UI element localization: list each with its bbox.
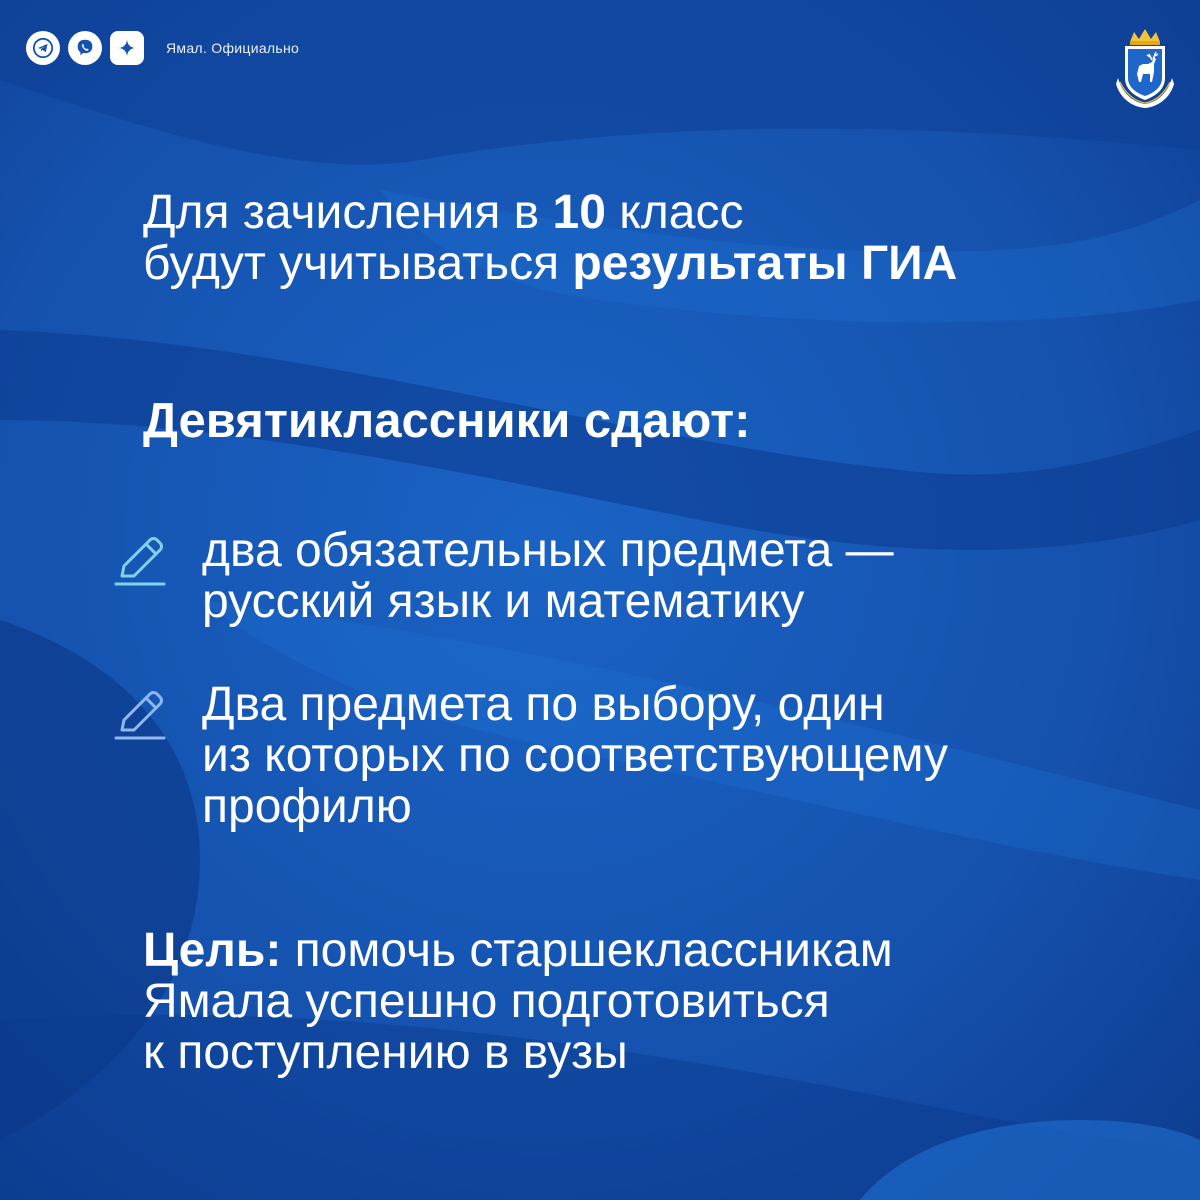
telegram-icon (32, 37, 54, 59)
telegram-link[interactable] (26, 31, 60, 65)
list-item-text (202, 526, 894, 628)
list-item-line: профилю (202, 779, 412, 833)
list-item-line: русский язык и математику (202, 574, 805, 628)
pencil-icon (112, 532, 168, 594)
list-item-line: из которых по соответствующему (202, 728, 949, 782)
max-link[interactable] (110, 31, 144, 65)
headline (143, 188, 1183, 290)
goal-line-3: к поступлению в вузы (143, 1025, 628, 1079)
list-item-text (202, 680, 948, 833)
goal-label: Цель: (143, 924, 282, 977)
headline-line-1 (143, 188, 1183, 239)
list-item (112, 680, 948, 833)
goal-text: помочь старшеклассникам (281, 924, 893, 977)
sparkle-icon (116, 37, 138, 59)
headline-text: класс (605, 186, 744, 239)
headline-highlight: результаты ГИА (572, 236, 958, 290)
headline-highlight: 10 (552, 186, 606, 239)
section-title: Девятиклассники сдают: (143, 394, 751, 448)
list-item-line: Два предмета по выбору, один (202, 678, 885, 731)
list-item-line: два обязательных предмета — (202, 524, 894, 577)
headline-text: Для зачисления в (143, 186, 553, 239)
social-bar (26, 31, 299, 65)
goal-line-2: Ямала успешно подготовиться (143, 974, 830, 1028)
headline-text: будут учитываться (143, 236, 573, 290)
viber-link[interactable] (68, 31, 102, 65)
viber-icon (74, 37, 96, 59)
headline-line-2 (143, 236, 1183, 290)
goal-line-1 (143, 926, 1183, 977)
goal-statement (143, 926, 1183, 1079)
coat-of-arms-icon (1112, 26, 1178, 108)
list-item (112, 526, 894, 628)
pencil-icon (112, 686, 168, 748)
brand-name: Ямал. Официально (166, 40, 300, 56)
